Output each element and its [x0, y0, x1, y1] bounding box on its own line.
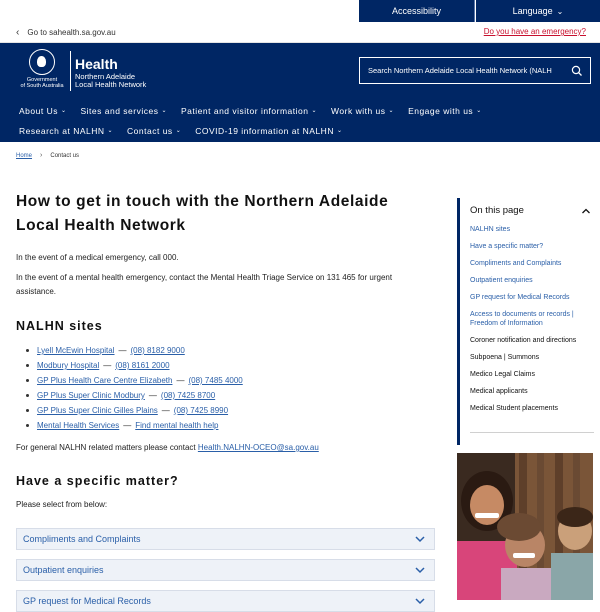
chevron-right-icon: ›: [40, 152, 43, 159]
goto-sahealth-link[interactable]: [16, 27, 116, 38]
list-item: [16, 403, 436, 418]
site-link[interactable]: GP Plus Health Care Centre Elizabeth: [37, 376, 173, 385]
family-photo: [457, 453, 593, 600]
bullet-icon: [26, 424, 29, 427]
crest-line-1: Government: [26, 77, 58, 83]
medical-emergency-text: In the event of a medical emergency, call 000.: [16, 253, 179, 262]
bullet-icon: [26, 409, 29, 412]
nav-row-1: [13, 104, 490, 117]
main-content: [16, 190, 436, 512]
accordion-outpatient[interactable]: [16, 559, 435, 581]
list-item: [16, 418, 436, 433]
chevron-down-icon: ⌄: [175, 128, 182, 134]
nav-item-about-us[interactable]: [13, 104, 73, 117]
nav-label: Patient and visitor information: [181, 105, 309, 116]
sidebar-divider: [470, 432, 594, 433]
logo-health[interactable]: Health: [75, 56, 118, 72]
accordion-label: Outpatient enquiries: [23, 565, 104, 575]
accordion-compliments[interactable]: [16, 528, 435, 550]
general-contact-text: [16, 441, 436, 455]
family-photo-illustration: [457, 453, 593, 600]
site-phone-link[interactable]: (08) 7485 4000: [188, 376, 243, 385]
emergency-link[interactable]: Do you have an emergency?: [483, 27, 586, 36]
sidebar-title: On this page: [470, 205, 524, 216]
piping-shrike-icon: [29, 49, 55, 75]
on-this-page-sidebar: [457, 198, 593, 445]
sidebar-item-nalhn-sites[interactable]: NALHN sites: [470, 226, 511, 233]
nav-item-contact-us[interactable]: [121, 124, 187, 137]
accordion-gp-records[interactable]: [16, 590, 435, 612]
page-title-line-2: Local Health Network: [16, 217, 186, 234]
sidebar-item-compliments[interactable]: Compliments and Complaints: [470, 260, 562, 267]
nav-label: Contact us: [127, 125, 173, 136]
list-item: [16, 373, 436, 388]
chevron-left-icon: ‹: [16, 27, 20, 38]
separator-dash: —: [118, 346, 127, 355]
nav-label: Research at NALHN: [19, 125, 105, 136]
sidebar-item-specific-matter[interactable]: Have a specific matter?: [470, 243, 544, 250]
specific-matter-heading: Have a specific matter?: [16, 474, 179, 488]
site-phone-link[interactable]: (08) 7425 8700: [160, 391, 216, 400]
site-phone-link[interactable]: (08) 8182 9000: [130, 346, 185, 355]
site-link[interactable]: Modbury Hospital: [37, 361, 100, 370]
nav-label: About Us: [19, 105, 58, 116]
nalhn-sites-heading: NALHN sites: [16, 319, 103, 333]
list-item: [16, 343, 436, 358]
crest-text: [16, 77, 68, 89]
list-item: [16, 388, 436, 403]
accessibility-label: Accessibility: [391, 6, 441, 16]
sidebar-item-coroner[interactable]: Coroner notification and directions: [470, 336, 577, 344]
sidebar-item-medico-legal[interactable]: Medico Legal Claims: [470, 370, 535, 378]
sites-list: [16, 343, 436, 433]
nav-label: Engage with us: [408, 105, 474, 116]
logo-subtitle-1: Northern Adelaide: [75, 72, 136, 81]
site-phone-link[interactable]: (08) 8161 2000: [115, 361, 170, 370]
chevron-down-icon: ⌄: [388, 108, 395, 114]
mental-health-text: [16, 271, 436, 299]
breadcrumb: [16, 152, 79, 159]
nav-label: Sites and services: [80, 105, 159, 116]
sidebar-item-outpatient[interactable]: Outpatient enquiries: [470, 277, 533, 284]
separator-dash: —: [148, 391, 157, 400]
list-item: [16, 358, 436, 373]
sahealth-bar: [0, 22, 600, 43]
nav-item-work-with-us[interactable]: [325, 104, 400, 117]
nav-row-2: [13, 124, 351, 137]
bullet-icon: [26, 364, 29, 367]
select-prompt: Please select from below:: [16, 500, 108, 509]
chevron-down-icon: ⌄: [311, 108, 318, 114]
nav-label: Work with us: [331, 105, 386, 116]
nav-label: COVID-19 information at NALHN: [195, 125, 334, 136]
sidebar-item-medical-students[interactable]: Medical Student placements: [470, 404, 558, 412]
accessibility-button[interactable]: [359, 0, 475, 22]
separator-dash: —: [161, 406, 170, 415]
search-box: [359, 57, 591, 84]
logo-subtitle-2: Local Health Network: [75, 80, 147, 89]
nav-item-patient-visitor[interactable]: [175, 104, 323, 117]
page-title-line-1: How to get in touch with the Northern Adelaide: [16, 193, 389, 210]
site-phone-link[interactable]: (08) 7425 8990: [173, 406, 229, 415]
breadcrumb-home[interactable]: Home: [16, 152, 33, 159]
separator-dash: —: [123, 421, 132, 430]
language-button[interactable]: [476, 0, 600, 22]
chevron-down-icon: ⌄: [107, 128, 114, 134]
nav-item-sites-and-services[interactable]: [75, 104, 174, 117]
sidebar-item-medical-applicants[interactable]: Medical applicants: [470, 387, 528, 395]
sidebar-item-gp-records[interactable]: GP request for Medical Records: [470, 294, 570, 301]
site-link[interactable]: GP Plus Super Clinic Gilles Plains: [37, 406, 158, 415]
chevron-down-icon: ⌄: [60, 108, 67, 114]
bullet-icon: [26, 394, 29, 397]
government-crest-logo[interactable]: [16, 49, 68, 93]
accordion-label: GP request for Medical Records: [23, 596, 151, 606]
mental-health-line-2: assistance.: [16, 287, 57, 296]
site-header: [0, 43, 600, 99]
chevron-down-icon: [414, 595, 426, 607]
page-title: [16, 190, 436, 238]
general-contact-label: For general NALHN related matters please contact: [16, 443, 196, 452]
site-link[interactable]: GP Plus Super Clinic Modbury: [37, 391, 145, 400]
site-link[interactable]: Lyell McEwin Hospital: [37, 346, 115, 355]
bullet-icon: [26, 379, 29, 382]
search-icon[interactable]: [570, 64, 584, 78]
bullet-icon: [26, 349, 29, 352]
search-input[interactable]: [360, 66, 560, 75]
accordion-label: Compliments and Complaints: [23, 534, 141, 544]
language-label: Language: [512, 6, 553, 16]
chevron-down-icon: ⌄: [476, 108, 482, 114]
separator-dash: —: [176, 376, 185, 385]
chevron-down-icon: [414, 564, 426, 576]
site-help-link[interactable]: Find mental health help: [135, 421, 219, 430]
utility-bar: [0, 0, 600, 22]
nav-item-engage-with-us[interactable]: [402, 104, 488, 117]
chevron-down-icon: ⌄: [161, 108, 168, 114]
sidebar-links: [470, 226, 594, 422]
chevron-down-icon: ⌄: [556, 6, 564, 16]
breadcrumb-current: Contact us: [50, 152, 80, 159]
sidebar-item-foi[interactable]: Access to documents or records | Freedom of Information: [470, 311, 574, 327]
chevron-down-icon: ⌄: [336, 128, 343, 134]
chevron-up-icon[interactable]: [581, 206, 591, 216]
main-navigation: [0, 99, 600, 142]
goto-sahealth-label: Go to sahealth.sa.gov.au: [27, 28, 116, 37]
logo-divider: [70, 51, 71, 91]
mental-health-line-1: In the event of a mental health emergency, contact the Mental Health Triage Service on 131 465 for urgent: [16, 273, 393, 282]
nav-item-covid-19[interactable]: [189, 124, 348, 137]
sidebar-item-subpoena[interactable]: Subpoena | Summons: [470, 353, 540, 361]
separator-dash: —: [103, 361, 112, 370]
chevron-down-icon: [414, 533, 426, 545]
crest-line-2: of South Australia: [20, 83, 64, 89]
general-email-link[interactable]: Health.NALHN-OCEO@sa.gov.au: [197, 443, 319, 452]
site-link[interactable]: Mental Health Services: [37, 421, 120, 430]
nav-item-research[interactable]: [13, 124, 119, 137]
